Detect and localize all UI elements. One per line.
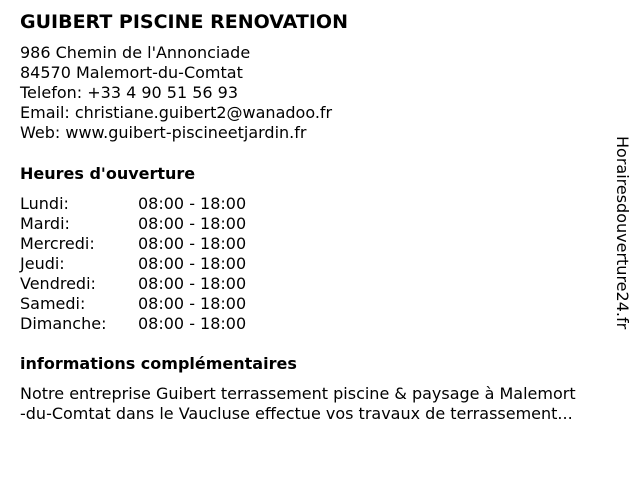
- hours-row-saturday: [20, 294, 280, 314]
- day-label: Lundi:: [20, 194, 69, 213]
- hours-row-thursday: [20, 254, 280, 274]
- time-value: 08:00 - 18:00: [138, 214, 247, 233]
- web-line: Web: www.guibert-piscineetjardin.fr: [20, 123, 307, 142]
- info-heading: informations complémentaires: [20, 354, 297, 373]
- time-value: 08:00 - 18:00: [138, 194, 247, 213]
- contact-block: [20, 43, 332, 143]
- day-label: Jeudi:: [20, 254, 65, 273]
- address-line: 986 Chemin de l'Annonciade: [20, 43, 251, 62]
- hours-row-wednesday: [20, 234, 280, 254]
- hours-row-friday: [20, 274, 280, 294]
- day-label: Vendredi:: [20, 274, 96, 293]
- time-value: 08:00 - 18:00: [138, 234, 247, 253]
- hours-heading: Heures d'ouverture: [20, 164, 196, 183]
- business-name: GUIBERT PISCINE RENOVATION: [20, 11, 348, 33]
- time-value: 08:00 - 18:00: [138, 314, 247, 333]
- city-line: 84570 Malemort-du-Comtat: [20, 63, 243, 82]
- info-line-1: Notre entreprise Guibert terrassement piscine & paysage à Malemort: [20, 384, 576, 403]
- day-label: Mercredi:: [20, 234, 95, 253]
- day-label: Samedi:: [20, 294, 86, 313]
- site-watermark: Horairesdouverture24.fr: [613, 136, 632, 330]
- day-label: Dimanche:: [20, 314, 107, 333]
- email-line: Email: christiane.guibert2@wanadoo.fr: [20, 103, 333, 122]
- time-value: 08:00 - 18:00: [138, 254, 247, 273]
- hours-row-tuesday: [20, 214, 280, 234]
- hours-row-monday: [20, 194, 280, 214]
- day-label: Mardi:: [20, 214, 70, 233]
- time-value: 08:00 - 18:00: [138, 294, 247, 313]
- hours-row-sunday: [20, 314, 280, 334]
- info-line-2: -du-Comtat dans le Vaucluse effectue vos travaux de terrassement...: [20, 404, 573, 423]
- info-description: [20, 384, 624, 424]
- time-value: 08:00 - 18:00: [138, 274, 247, 293]
- hours-table: [20, 194, 280, 334]
- phone-line: Telefon: +33 4 90 51 56 93: [20, 83, 239, 102]
